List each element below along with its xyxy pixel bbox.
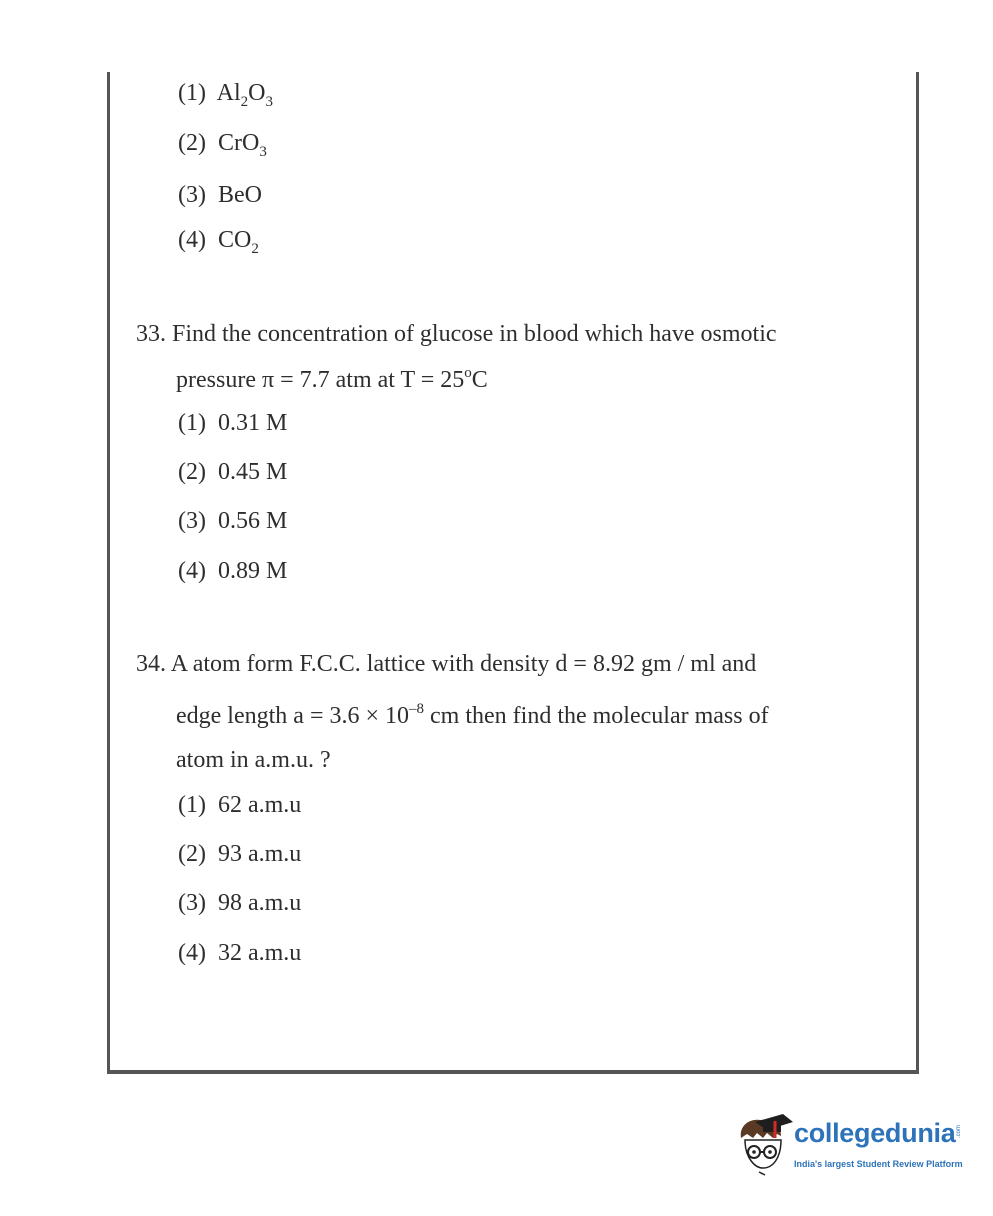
q32-option-4: (4) $CO_2$ [178,227,259,257]
q32-option-3: (3) BeO [178,182,262,208]
q34-option-3: (3) 98 a.m.u [178,890,302,916]
q34-question-line-2: edge length $a = 3.6 \times 10^{-8}$ cm then find the molecular mass of [176,701,769,729]
q33-number: 33. [136,321,166,347]
q33-option-4: (4) 0.89 M [178,558,288,584]
q34-question-line-1: 34. A atom form F.C.C. lattice with density d = 8.92 gm / ml and [136,651,757,677]
collegedunia-logo [735,1108,965,1178]
q32-option-1: (1) $Al_2O_3$ [178,80,274,110]
q33-question-line-1: 33. Find the concentration of glucose in blood which have osmotic [136,321,777,347]
q33-question-line-2: pressure π = 7.7 atm at $T = 25^oC$ [176,365,488,393]
q34-question-line-3: atom in a.m.u. ? [176,747,331,773]
student-mascot-icon [735,1108,795,1178]
q32-option-2: (2) CrO$_3$ [178,130,267,160]
q34-number: 34. [136,651,166,677]
q33-option-3: (3) 0.56 M [178,508,288,534]
q33-option-2: (2) 0.45 M [178,459,288,485]
q33-option-1: (1) 0.31 M [178,410,288,436]
logo-wordmark: collegedunia [794,1118,956,1148]
q34-option-4: (4) 32 a.m.u [178,940,302,966]
logo-dotcom: .com [956,1125,962,1139]
q34-option-2: (2) 93 a.m.u [178,841,302,867]
q34-option-1: (1) 62 a.m.u [178,792,302,818]
logo-tagline: India's largest Student Review Platform [794,1159,963,1169]
